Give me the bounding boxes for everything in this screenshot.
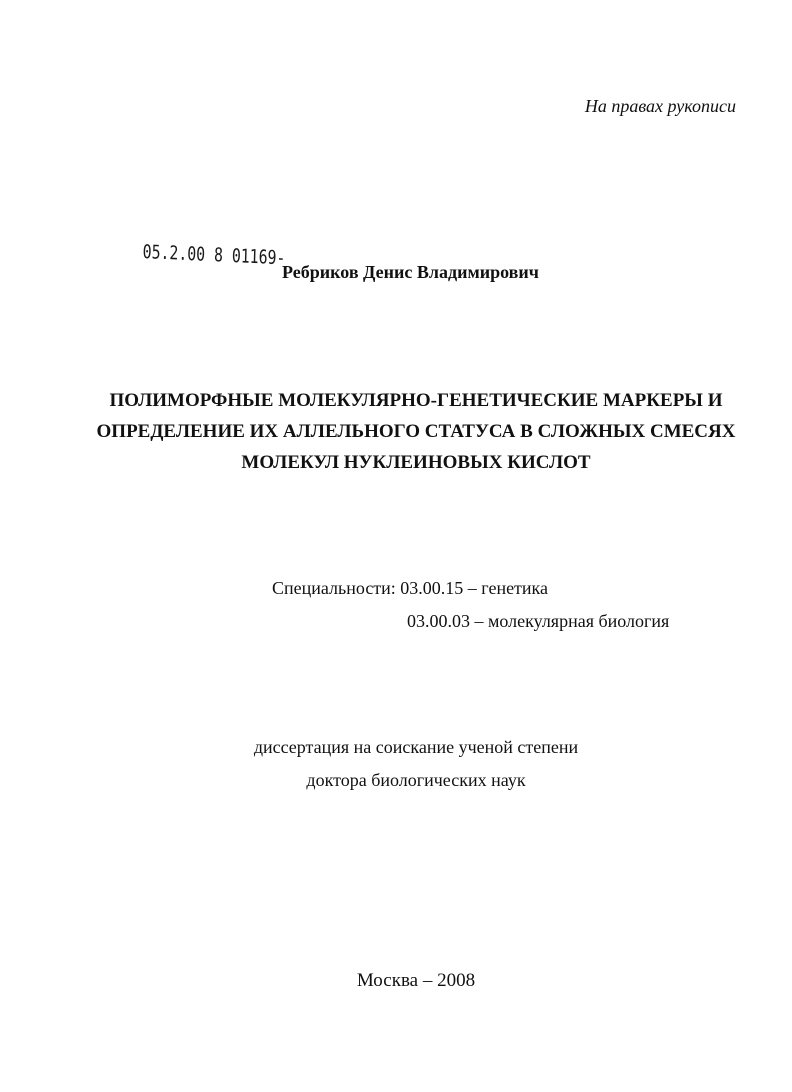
- title-line-3: МОЛЕКУЛ НУКЛЕИНОВЫХ КИСЛОТ: [241, 452, 591, 473]
- title-line-1: ПОЛИМОРФНЫЕ МОЛЕКУЛЯРНО-ГЕНЕТИЧЕСКИЕ МАРКЕРЫ И: [109, 390, 723, 411]
- specialty-line-1: Специальности: 03.00.15 – генетика: [272, 578, 549, 598]
- library-stamp-number: 05.2.00 8 01169-: [142, 241, 286, 270]
- place-and-year: Москва – 2008: [356, 970, 476, 991]
- author-name: Ребриков Денис Владимирович: [282, 262, 539, 282]
- title-line-2: ОПРЕДЕЛЕНИЕ ИХ АЛЛЕЛЬНОГО СТАТУСА В СЛОЖНЫХ СМЕСЯХ: [96, 421, 736, 442]
- specialty-line-2: 03.00.03 – молекулярная биология: [407, 611, 670, 631]
- dissertation-title: [60, 385, 772, 478]
- degree-line-1: диссертация на соискание ученой степени: [253, 737, 579, 757]
- degree-line-2: доктора биологических наук: [306, 770, 526, 790]
- manuscript-note: На правах рукописи: [584, 96, 736, 116]
